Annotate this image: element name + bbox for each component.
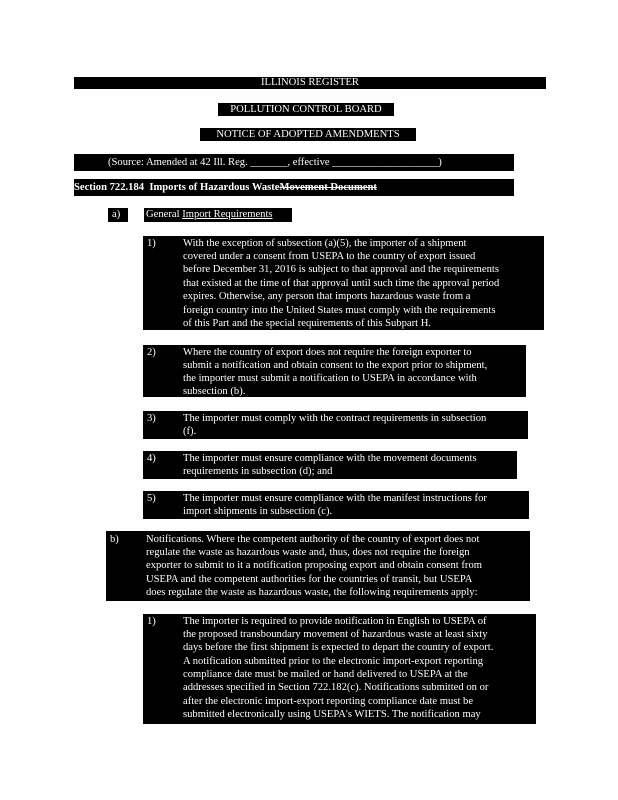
a3-line: The importer must comply with the contract requirements in subsection [183,413,487,424]
a5-line: import shipments in subsection (c). [183,506,333,517]
a-heading-inserted: Import Requirements [182,209,273,220]
section-title: Imports of Hazardous Waste [149,182,280,193]
b-line: regulate the waste as hazardous waste and, thus, does not require the foreign [146,547,470,558]
section-number: Section 722.184 [74,182,145,193]
a1-line: foreign country into the United States must comply with the requirements [183,305,496,316]
b-line: exporter to submit to it a notification proposing export and obtain consent from [146,560,482,571]
a5-marker: 5) [147,493,156,504]
b-line: Notifications. Where the competent authority of the country of export does not [146,534,480,545]
b1-line: A notification submitted prior to the electronic import-export reporting [183,656,484,667]
a1-line: that existed at the time of that approval until such time the approval period [183,278,500,289]
a1-marker: 1) [147,238,156,249]
a2-line: submit a notification and obtain consent to the export prior to shipment, [183,360,488,371]
source-note: (Source: Amended at 42 Ill. Reg. _______, effective ____________________) [108,157,442,168]
a2-line: subsection (b). [183,386,246,397]
b-line: USEPA and the competent authorities for the countries of transit, but USEPA [146,574,473,585]
a1-line: of this Part and the special requirements of this Subpart H. [183,318,432,329]
board-title: POLLUTION CONTROL BOARD [230,104,382,115]
b1-line: after the electronic import-export reporting compliance date must be [183,696,474,707]
a-heading-text: General [146,209,183,220]
a2-marker: 2) [147,347,156,358]
b-line: does regulate the waste as hazardous waste, the following requirements apply: [146,587,478,598]
a5-line: The importer must ensure compliance with the manifest instructions for [183,493,487,504]
b1-line: submitted electronically using USEPA's WIETS. The notification may [183,709,481,720]
b1-line: the proposed transboundary movement of hazardous waste at least sixty [183,629,488,640]
a1-line: With the exception of subsection (a)(5), the importer of a shipment [183,238,467,249]
a4-line: The importer must ensure compliance with the movement documents [183,453,477,464]
notice-title: NOTICE OF ADOPTED AMENDMENTS [216,129,400,140]
b1-marker: 1) [147,616,156,627]
a-marker: a) [112,209,121,220]
section-title-deleted: Movement Document [279,182,377,193]
b1-line: compliance date must be mailed or hand delivered to USEPA at the [183,669,468,680]
a2-line: Where the country of export does not require the foreign exporter to [183,347,472,358]
a1-line: covered under a consent from USEPA to the country of export issued [183,251,476,262]
b1-line: days before the first shipment is expected to depart the country of export. [183,642,494,653]
a4-marker: 4) [147,453,156,464]
b-marker: b) [110,534,119,545]
a3-marker: 3) [147,413,156,424]
a3-line: (f). [183,426,197,437]
a4-line: requirements in subsection (d); and [183,466,333,477]
a1-line: before December 31, 2016 is subject to that approval and the requirements [183,264,499,275]
b1-line: addresses specified in Section 722.182(c). Notifications submitted on or [183,682,489,693]
section-heading [74,182,377,194]
a2-line: the importer must submit a notification to USEPA in accordance with [183,373,477,384]
b1-line: The importer is required to provide notification in English to USEPA of [183,616,487,627]
register-title: ILLINOIS REGISTER [261,77,359,88]
a1-line: expires. Otherwise, any person that imports hazardous waste from a [183,291,471,302]
a-heading [146,209,273,221]
